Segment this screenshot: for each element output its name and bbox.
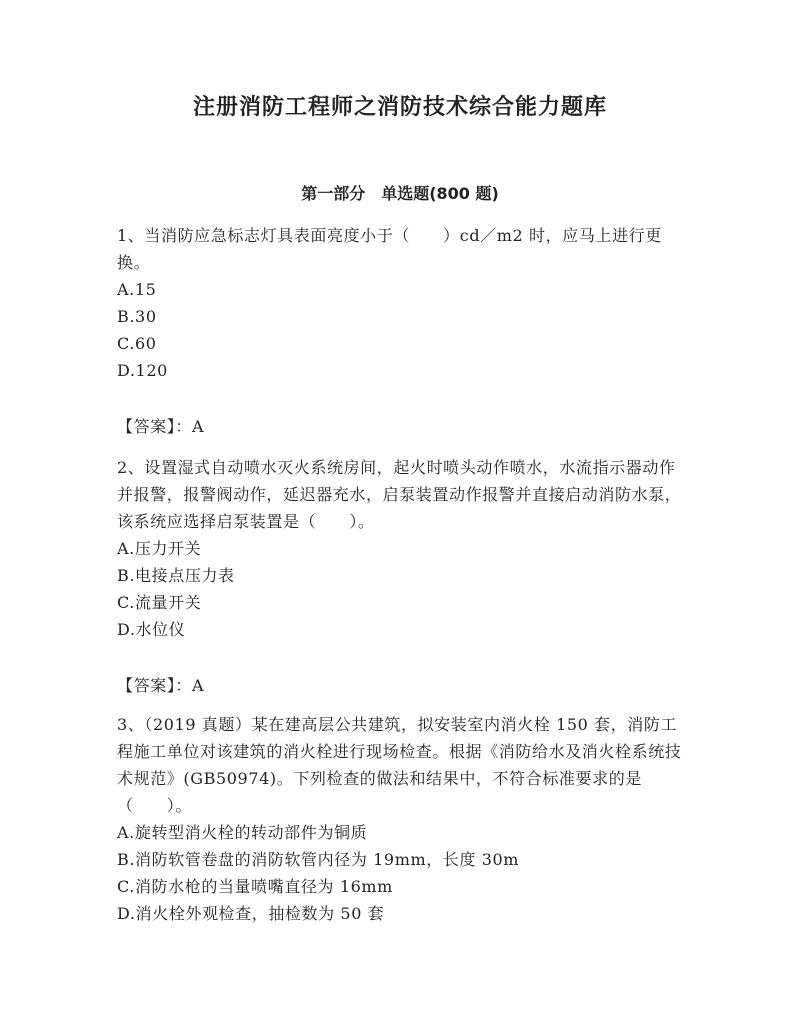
section-title: 第一部分 单选题(800 题) — [301, 184, 499, 203]
document-title: 注册消防工程师之消防技术综合能力题库 — [192, 95, 607, 120]
option-d: D.水位仪 — [117, 620, 186, 639]
question-text: 1、当消防应急标志灯具表面亮度小于（ ）cd／m2 时，应马上进行更换。 — [117, 226, 662, 272]
question-3 — [117, 711, 687, 927]
question-text: 2、设置湿式自动喷水灭火系统房间，起火时喷头动作喷水，水流指示器动作并报警，报警阀动作，延迟器充水，启泵装置动作报警并直接启动消防水泵，该系统应选择启泵装置是（ ）。 — [117, 458, 682, 531]
option-c: C.60 — [117, 334, 157, 353]
option-a: A.15 — [117, 280, 157, 299]
option-b: B.30 — [117, 307, 157, 326]
option-a: A.压力开关 — [117, 539, 202, 558]
question-1 — [117, 222, 687, 384]
option-c: C.消防水枪的当量喷嘴直径为 16mm — [117, 877, 393, 896]
question-text: 3、（2019 真题）某在建高层公共建筑，拟安装室内消火栓 150 套，消防工程施工单位对该建筑的消火栓进行现场检查。根据《消防给水及消火栓系统技术规范》(GB50974)。下列检查的做法和结果中，不符合标准要求的是（ ）。 — [117, 715, 682, 815]
option-c: C.流量开关 — [117, 593, 202, 612]
option-b: B.消防软管卷盘的消防软管内径为 19mm，长度 30m — [117, 850, 520, 869]
option-d: D.消火栓外观检查，抽检数为 50 套 — [117, 904, 385, 923]
option-b: B.电接点压力表 — [117, 566, 235, 585]
answer-2: 【答案】：A — [117, 676, 205, 695]
option-d: D.120 — [117, 361, 168, 380]
answer-1: 【答案】：A — [117, 417, 205, 436]
question-2 — [117, 454, 687, 643]
option-a: A.旋转型消火栓的转动部件为铜质 — [117, 823, 368, 842]
